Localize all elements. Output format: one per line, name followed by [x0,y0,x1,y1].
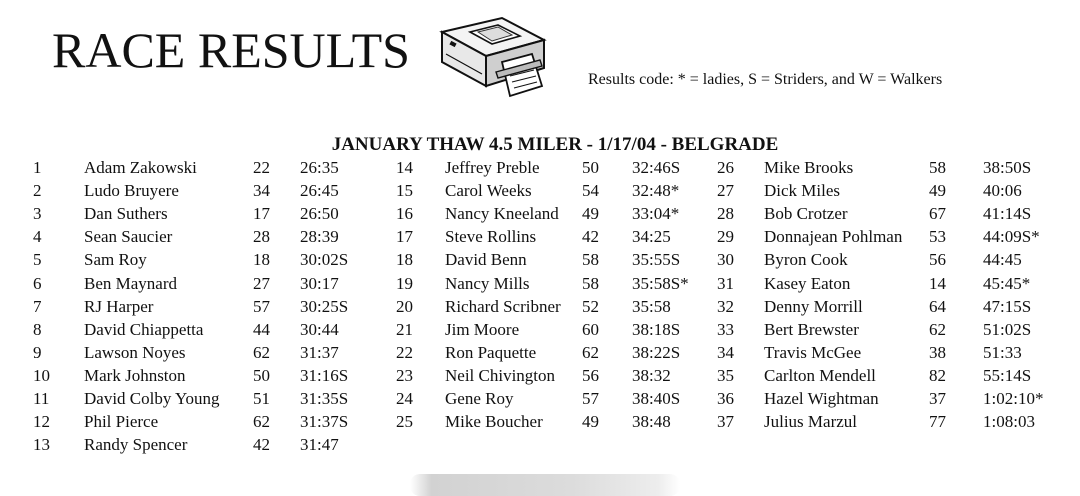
result-name: Byron Cook [764,250,848,270]
result-place: 32 [717,296,734,316]
result-name: Adam Zakowski [84,158,197,177]
result-place: 9 [33,342,42,362]
result-place: 36 [717,389,734,408]
result-age: 56 [929,250,946,270]
result-row [0,248,1080,271]
result-row [0,225,1080,248]
result-name: Ron Paquette [445,342,537,362]
result-time: 32:46S [632,158,681,177]
result-name: Denny Morrill [764,296,863,316]
result-age: 82 [929,365,946,385]
result-name: Neil Chivington [445,365,556,385]
result-place: 17 [396,227,413,247]
result-time: 44:09S* [983,227,1040,247]
result-time: 32:48* [632,181,680,201]
result-time: 33:04* [632,204,680,224]
result-place: 24 [396,389,413,408]
result-age: 54 [582,181,599,201]
result-name: David Benn [445,250,527,270]
result-row [0,272,1080,295]
result-name: Richard Scribner [445,296,561,316]
result-place: 18 [396,250,413,270]
result-name: Hazel Wightman [764,389,879,408]
result-place: 11 [33,389,50,408]
result-time: 38:48 [632,412,671,432]
result-age: 14 [929,273,946,293]
result-place: 33 [717,319,734,339]
result-time: 51:02S [983,319,1032,339]
result-age: 62 [582,342,599,362]
result-age: 52 [582,296,599,316]
result-age: 49 [582,412,599,432]
result-place: 15 [396,181,413,201]
result-row [0,410,1080,433]
result-name: Nancy Mills [445,273,530,293]
result-age: 57 [582,389,599,408]
result-age: 77 [929,412,946,432]
result-row [0,387,1080,410]
result-time: 31:35S [300,389,349,408]
result-time: 38:40S [632,389,681,408]
result-time: 30:17 [300,273,339,293]
result-age: 56 [582,365,599,385]
result-place: 30 [717,250,734,270]
result-time: 28:39 [300,227,339,247]
result-place: 31 [717,273,734,293]
result-time: 30:25S [300,296,349,316]
result-time: 26:50 [300,204,339,224]
result-name: Sam Roy [84,250,147,270]
result-row [0,433,1080,456]
result-age: 44 [253,319,270,339]
result-name: Mike Brooks [764,158,854,177]
result-name: Carlton Mendell [764,365,876,385]
result-place: 8 [33,319,42,339]
printer-icon [436,14,548,100]
result-time: 31:47 [300,435,339,455]
result-age: 22 [253,158,270,177]
result-row [0,179,1080,202]
result-age: 18 [253,250,270,270]
result-row [0,341,1080,364]
result-time: 35:58 [632,296,671,316]
result-age: 28 [253,227,270,247]
result-age: 67 [929,204,946,224]
result-time: 35:55S [632,250,681,270]
result-name: Dan Suthers [84,204,168,224]
result-name: David Colby Young [84,389,220,408]
result-name: Kasey Eaton [764,273,851,293]
result-time: 55:14S [983,365,1032,385]
page-title: RACE RESULTS [52,22,410,78]
result-name: Jeffrey Preble [445,158,540,177]
result-place: 19 [396,273,413,293]
result-name: Dick Miles [764,181,841,201]
result-place: 26 [717,158,734,177]
result-age: 49 [929,181,946,201]
result-place: 16 [396,204,413,224]
result-age: 58 [582,273,599,293]
result-place: 13 [33,435,50,455]
highlighted-row-marker [410,474,680,496]
result-age: 60 [582,319,599,339]
result-time: 35:58S* [632,273,689,293]
result-place: 37 [717,412,734,432]
result-place: 6 [33,273,42,293]
result-place: 3 [33,204,42,224]
result-time: 26:35 [300,158,339,177]
results-code-legend: Results code: * = ladies, S = Striders, and W = Walkers [588,71,943,88]
result-time: 40:06 [983,181,1022,201]
result-time: 41:14S [983,204,1032,224]
result-time: 44:45 [983,250,1022,270]
result-name: Mark Johnston [84,365,186,385]
result-age: 38 [929,342,946,362]
result-age: 17 [253,204,270,224]
result-time: 38:18S [632,319,681,339]
result-age: 37 [929,389,946,408]
result-time: 47:15S [983,296,1032,316]
result-place: 28 [717,204,734,224]
result-row [0,295,1080,318]
result-age: 62 [253,342,270,362]
result-time: 30:44 [300,319,339,339]
result-age: 27 [253,273,270,293]
result-time: 45:45* [983,273,1031,293]
result-place: 27 [717,181,734,201]
result-time: 31:37 [300,342,339,362]
result-name: Ludo Bruyere [84,181,179,201]
result-place: 10 [33,365,50,385]
result-place: 34 [717,342,734,362]
result-name: Julius Marzul [764,412,858,432]
result-place: 23 [396,365,413,385]
results-table [0,156,1080,466]
result-age: 57 [253,296,270,316]
result-name: RJ Harper [84,296,154,316]
result-place: 4 [33,227,42,247]
result-place: 12 [33,412,50,432]
result-age: 51 [253,389,270,408]
result-row [0,364,1080,387]
result-time: 38:32 [632,365,671,385]
result-name: Randy Spencer [84,435,188,455]
result-time: 31:16S [300,365,349,385]
result-age: 42 [582,227,599,247]
result-name: Sean Saucier [84,227,173,247]
result-place: 22 [396,342,413,362]
result-name: Bert Brewster [764,319,859,339]
result-place: 29 [717,227,734,247]
result-place: 25 [396,412,413,432]
result-age: 50 [253,365,270,385]
result-name: David Chiappetta [84,319,204,339]
result-time: 38:22S [632,342,681,362]
result-name: Mike Boucher [445,412,543,432]
result-age: 49 [582,204,599,224]
result-age: 34 [253,181,270,201]
result-place: 1 [33,158,42,177]
result-age: 50 [582,158,599,177]
result-place: 21 [396,319,413,339]
result-age: 64 [929,296,946,316]
result-time: 34:25 [632,227,671,247]
result-place: 2 [33,181,42,201]
result-name: Nancy Kneeland [445,204,559,224]
result-time: 1:02:10* [983,389,1044,408]
race-title: JANUARY THAW 4.5 MILER - 1/17/04 - BELGRADE [331,134,779,155]
result-name: Bob Crotzer [764,204,848,224]
result-place: 14 [396,158,413,177]
result-row [0,156,1080,179]
result-age: 58 [582,250,599,270]
result-name: Steve Rollins [445,227,537,247]
result-place: 35 [717,365,734,385]
result-row [0,202,1080,225]
result-name: Ben Maynard [84,273,178,293]
result-age: 62 [253,412,270,432]
result-age: 62 [929,319,946,339]
result-name: Phil Pierce [84,412,159,432]
result-time: 26:45 [300,181,339,201]
result-name: Donnajean Pohlman [764,227,903,247]
result-name: Lawson Noyes [84,342,186,362]
result-time: 31:37S [300,412,349,432]
result-time: 51:33 [983,342,1022,362]
result-time: 38:50S [983,158,1032,177]
result-age: 42 [253,435,270,455]
result-row [0,318,1080,341]
result-place: 20 [396,296,413,316]
result-age: 53 [929,227,946,247]
result-name: Carol Weeks [445,181,532,201]
result-name: Travis McGee [764,342,862,362]
result-time: 1:08:03 [983,412,1035,432]
result-name: Gene Roy [445,389,514,408]
result-name: Jim Moore [445,319,520,339]
result-age: 58 [929,158,946,177]
result-place: 7 [33,296,42,316]
result-place: 5 [33,250,42,270]
result-time: 30:02S [300,250,349,270]
